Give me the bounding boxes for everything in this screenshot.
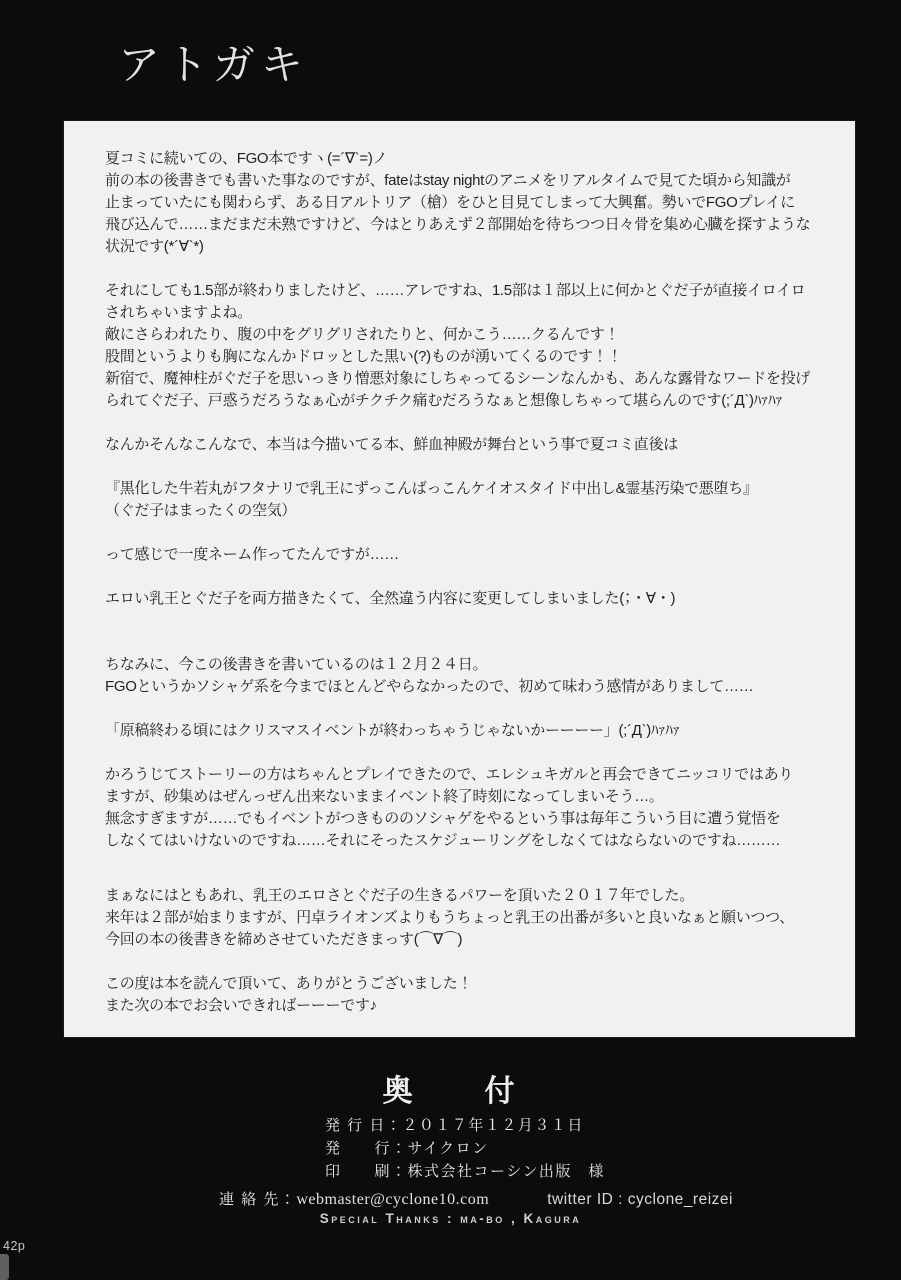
afterword-line: られてぐだ子、戸惑うだろうなぁ心がチクチク痛むだろうなぁと想像しちゃって堪らんのです(;´Д`)ﾊｧﾊｧ <box>105 392 783 409</box>
colophon-row-contact <box>219 1188 733 1209</box>
page-title: アトガキ <box>118 41 309 88</box>
colophon-row-publisher <box>325 1137 605 1160</box>
afterword-line: 今回の本の後書きを締めさせていただきまっす(⌒∇⌒) <box>105 931 463 948</box>
contact-label: 連 絡 先： <box>219 1191 297 1208</box>
colophon-row-printer <box>325 1160 605 1183</box>
afterword-line: また次の本でお会いできればーーーです♪ <box>105 997 377 1014</box>
afterword-line: この度は本を読んで頂いて、ありがとうございました！ <box>105 975 473 992</box>
afterword-line: 無念すぎますが……でもイベントがつきもののソシャゲをやるという事は毎年こういう目に遭う覚悟を <box>105 810 781 827</box>
scanned-page <box>63 120 856 1038</box>
afterword-line: って感じで一度ネーム作ってたんですが…… <box>105 546 400 563</box>
colophon-label: 発 行： <box>325 1140 408 1157</box>
colophon-row-published <box>325 1114 605 1137</box>
special-thanks: Special Thanks : ma-bo , Kagura <box>319 1211 582 1226</box>
afterword-line: 股間というよりも胸になんかドロッとした黒い(?)ものが湧いてくるのです！！ <box>105 348 622 365</box>
twitter-id: twitter ID : cyclone_reizei <box>547 1191 733 1208</box>
afterword-line: ちなみに、今この後書きを書いているのは１２月２４日。 <box>105 656 488 673</box>
afterword-line: 新宿で、魔神柱がぐだ子を思いっきり憎悪対象にしちゃってるシーンなんかも、あんな露骨なワードを投げ <box>105 370 811 387</box>
colophon-title: 奥 付 <box>382 1075 519 1108</box>
afterword-line: しなくてはいけないのですね……それにそったスケジューリングをしなくてはならないのですね……… <box>105 832 781 849</box>
colophon-rows <box>325 1114 605 1183</box>
afterword-line: 夏コミに続いての、FGO本ですヽ(=´∇`=)ノ <box>105 150 388 167</box>
colophon-label: 印 刷： <box>325 1163 408 1180</box>
afterword-line: 飛び込んで……まだまだ未熟ですけど、今はとりあえず２部開始を待ちつつ日々骨を集め心臓を探すような <box>105 216 811 233</box>
afterword-line: FGOというかソシャゲ系を今までほとんどやらなかったので、初めて味わう感情がありまして…… <box>105 678 754 695</box>
afterword-line: かろうじてストーリーの方はちゃんとプレイできたので、エレシュキガルと再会できてニッコリではあり <box>105 766 793 783</box>
colophon-value: サイクロン <box>407 1140 489 1157</box>
afterword-line: 『黒化した牛若丸がフタナリで乳王にずっこんばっこんケイオスタイド中出し&霊基汚染で悪堕ち』 <box>105 480 758 497</box>
afterword-line: （ぐだ子はまったくの空気） <box>105 502 297 519</box>
afterword-line: それにしても1.5部が終わりましたけど、……アレですね、1.5部は１部以上に何かとぐだ子が直接イロイロ <box>105 282 806 299</box>
afterword-line: 前の本の後書きでも書いた事なのですが、fateはstay nightのアニメをリアルタイムで見てた頃から知識が <box>105 172 791 189</box>
contact-email: webmaster@cyclone10.com <box>296 1191 490 1208</box>
afterword-line: 敵にさらわれたり、腹の中をグリグリされたりと、何かこう……クるんです！ <box>105 326 620 343</box>
afterword-line: されちゃいますよね。 <box>105 304 253 321</box>
afterword-line: なんかそんなこんなで、本当は今描いてる本、鮮血神殿が舞台という事で夏コミ直後は <box>105 436 679 453</box>
afterword-line: 止まっていたにも関わらず、ある日アルトリア（槍）をひと目見てしまって大興奮。勢いでFGOプレイに <box>105 194 795 211</box>
afterword-line: まぁなにはともあれ、乳王のエロさとぐだ子の生きるパワーを頂いた２０１７年でした。 <box>105 887 694 904</box>
afterword-line: エロい乳王とぐだ子を両方描きたくて、全然違う内容に変更してしまいました(；・∀・) <box>105 590 676 607</box>
afterword-line: ますが、砂集めはぜんっぜん出来ないままイベント終了時刻になってしまいそう…。 <box>105 788 664 805</box>
afterword-line: 来年は２部が始まりますが、円卓ライオンズよりもうちょっと乳王の出番が多いと良いなぁと願いつつ、 <box>105 909 794 926</box>
scan-edge-artifact <box>0 1254 9 1280</box>
colophon-label: 発 行 日： <box>325 1117 403 1134</box>
afterword-line: 状況です(*´∀`*) <box>105 238 204 255</box>
afterword-line: 「原稿終わる頃にはクリスマスイベントが終わっちゃうじゃないかーーーー」(;´Д`)ﾊｧﾊｧ <box>105 722 680 739</box>
colophon-value: ２０１７年１２月３１日 <box>402 1117 584 1134</box>
colophon-value: 株式会社コーシン出版 様 <box>407 1163 605 1180</box>
page-number: 42p <box>3 1239 26 1253</box>
afterword-body <box>105 148 830 1028</box>
